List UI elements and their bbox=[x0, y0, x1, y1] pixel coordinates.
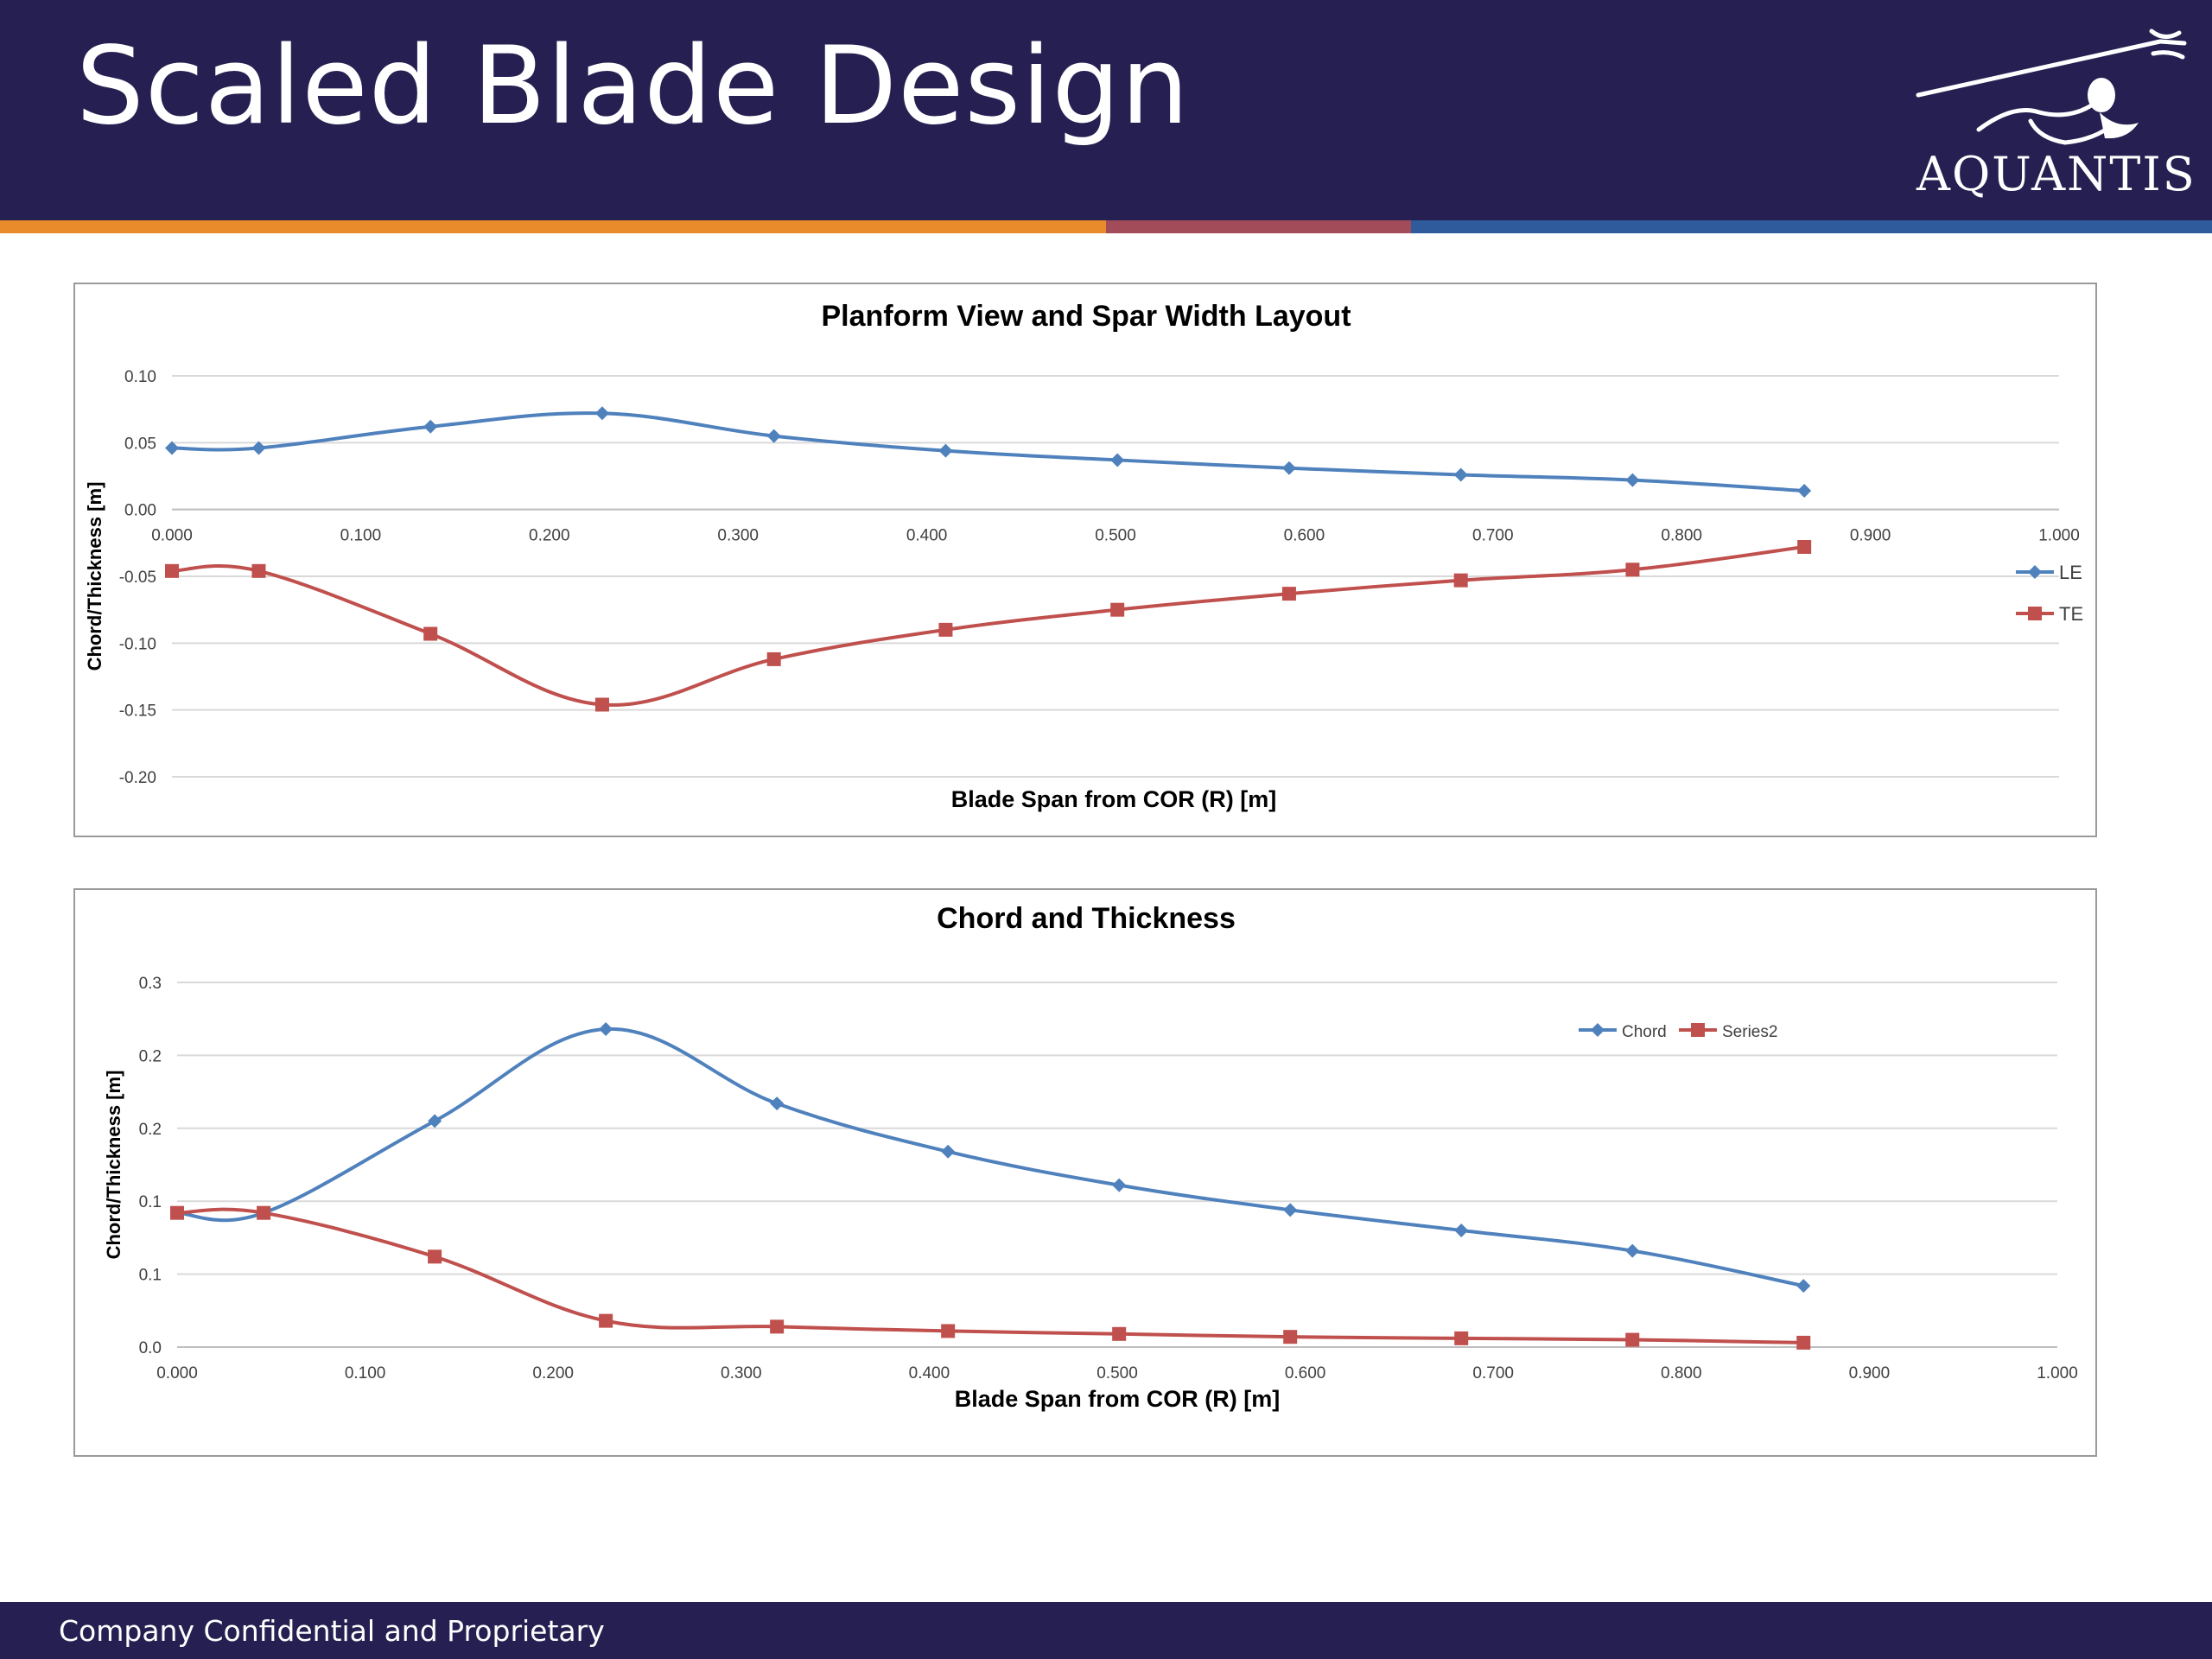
x-tick-label: 0.500 bbox=[1095, 526, 1136, 545]
y-tick-label: -0.05 bbox=[118, 569, 156, 587]
data-point-le bbox=[767, 429, 781, 443]
x-tick-label: 0.600 bbox=[1283, 526, 1325, 545]
y-axis-label: Chord/Thickness [m] bbox=[84, 481, 105, 671]
footer-text: Company Confidential and Proprietary bbox=[59, 1614, 605, 1648]
y-tick-label: 0.1 bbox=[138, 1266, 162, 1285]
data-point-te bbox=[595, 697, 609, 711]
data-point-te bbox=[938, 623, 952, 637]
x-tick-label: 0.100 bbox=[344, 1364, 386, 1382]
x-tick-label: 0.400 bbox=[908, 1364, 950, 1382]
data-point-te bbox=[1454, 574, 1468, 588]
data-point-chord bbox=[599, 1022, 613, 1036]
stripe-maroon bbox=[1106, 220, 1411, 233]
x-tick-label: 0.300 bbox=[721, 1364, 762, 1382]
header-bar bbox=[0, 0, 2212, 220]
y-tick-label: 0.10 bbox=[124, 368, 156, 386]
legend-marker-series2 bbox=[1691, 1023, 1705, 1037]
x-tick-label: 0.700 bbox=[1472, 1364, 1514, 1382]
data-point-series2 bbox=[941, 1324, 955, 1338]
legend-marker-te bbox=[2028, 607, 2042, 620]
x-tick-label: 0.600 bbox=[1284, 1364, 1326, 1382]
x-tick-label: 0.000 bbox=[151, 526, 193, 545]
footer-bar bbox=[0, 1602, 2212, 1659]
series-line-le bbox=[172, 413, 1804, 491]
data-point-te bbox=[1110, 603, 1124, 617]
x-tick-label: 0.100 bbox=[340, 526, 382, 545]
data-point-chord bbox=[941, 1145, 955, 1159]
chord-thickness-chart bbox=[75, 890, 2095, 1455]
x-tick-label: 0.800 bbox=[1661, 1364, 1702, 1382]
legend-label-series2: Series2 bbox=[1722, 1023, 1778, 1041]
series-line-series2 bbox=[177, 1210, 1803, 1343]
data-point-series2 bbox=[1112, 1327, 1126, 1341]
legend-label-te: TE bbox=[2059, 603, 2084, 625]
data-point-le bbox=[1454, 467, 1468, 481]
stripe-orange bbox=[0, 220, 1106, 233]
data-point-te bbox=[165, 564, 179, 578]
data-point-chord bbox=[770, 1096, 784, 1110]
x-tick-label: 0.400 bbox=[906, 526, 948, 545]
data-point-series2 bbox=[599, 1314, 613, 1328]
x-tick-label: 0.900 bbox=[1849, 526, 1891, 545]
y-tick-label: 0.1 bbox=[138, 1193, 162, 1212]
legend-label-chord: Chord bbox=[1622, 1023, 1667, 1041]
x-axis-label: Blade Span from COR (R) [m] bbox=[954, 1386, 1281, 1412]
stripe-blue bbox=[1411, 220, 2212, 233]
data-point-chord bbox=[1283, 1203, 1297, 1217]
y-tick-label: 0.05 bbox=[124, 435, 156, 454]
chart-title: Chord and Thickness bbox=[937, 902, 1236, 935]
data-point-le bbox=[938, 444, 952, 458]
data-point-te bbox=[1625, 563, 1639, 576]
chart-title: Planform View and Spar Width Layout bbox=[821, 300, 1351, 333]
series-line-chord bbox=[177, 1029, 1803, 1286]
data-point-chord bbox=[1796, 1279, 1810, 1293]
x-tick-label: 1.000 bbox=[2037, 1364, 2078, 1382]
x-tick-label: 0.000 bbox=[156, 1364, 198, 1382]
accent-stripe bbox=[0, 220, 2212, 233]
data-point-te bbox=[1797, 540, 1811, 554]
data-point-series2 bbox=[1283, 1330, 1297, 1344]
data-point-le bbox=[1282, 461, 1296, 475]
data-point-series2 bbox=[770, 1319, 784, 1333]
data-point-chord bbox=[1454, 1224, 1468, 1237]
y-axis-label: Chord/Thickness [m] bbox=[103, 1070, 124, 1260]
x-tick-label: 1.000 bbox=[2038, 526, 2080, 545]
y-tick-label: 0.2 bbox=[138, 1120, 162, 1139]
data-point-te bbox=[423, 627, 437, 641]
data-point-le bbox=[1110, 453, 1124, 467]
data-point-series2 bbox=[257, 1206, 270, 1220]
planform-chart-panel bbox=[73, 283, 2097, 837]
series-line-te bbox=[172, 547, 1804, 705]
data-point-te bbox=[1282, 587, 1296, 601]
data-point-le bbox=[423, 420, 437, 434]
data-point-te bbox=[251, 564, 265, 578]
data-point-chord bbox=[1112, 1179, 1126, 1192]
x-tick-label: 0.300 bbox=[717, 526, 759, 545]
page-title: Scaled Blade Design bbox=[76, 24, 1190, 149]
x-tick-label: 0.500 bbox=[1096, 1364, 1138, 1382]
y-tick-label: 0.0 bbox=[138, 1339, 162, 1357]
y-tick-label: -0.20 bbox=[118, 769, 156, 787]
y-tick-label: 0.2 bbox=[138, 1047, 162, 1066]
x-tick-label: 0.200 bbox=[529, 526, 570, 545]
x-tick-label: 0.700 bbox=[1472, 526, 1514, 545]
x-tick-label: 0.800 bbox=[1661, 526, 1702, 545]
data-point-series2 bbox=[170, 1206, 184, 1220]
data-point-le bbox=[1797, 484, 1811, 498]
planform-chart bbox=[75, 284, 2095, 836]
legend-marker-chord bbox=[1591, 1023, 1605, 1037]
y-tick-label: -0.10 bbox=[118, 635, 156, 654]
x-tick-label: 0.200 bbox=[532, 1364, 574, 1382]
legend-label-le: LE bbox=[2059, 562, 2082, 583]
data-point-series2 bbox=[428, 1249, 442, 1263]
data-point-series2 bbox=[1796, 1336, 1810, 1350]
chord-thickness-chart-panel bbox=[73, 888, 2097, 1457]
data-point-series2 bbox=[1625, 1333, 1639, 1347]
y-tick-label: 0.00 bbox=[124, 501, 156, 520]
data-point-chord bbox=[428, 1114, 442, 1128]
logo-text: AQUANTIS bbox=[1916, 147, 2196, 201]
y-tick-label: 0.3 bbox=[138, 975, 162, 993]
data-point-series2 bbox=[1454, 1332, 1468, 1345]
x-axis-label: Blade Span from COR (R) [m] bbox=[950, 786, 1277, 812]
data-point-chord bbox=[1625, 1244, 1639, 1258]
data-point-le bbox=[595, 406, 609, 420]
data-point-le bbox=[1625, 474, 1639, 487]
y-tick-label: -0.15 bbox=[118, 702, 156, 721]
data-point-te bbox=[767, 652, 781, 666]
x-tick-label: 0.900 bbox=[1848, 1364, 1891, 1382]
